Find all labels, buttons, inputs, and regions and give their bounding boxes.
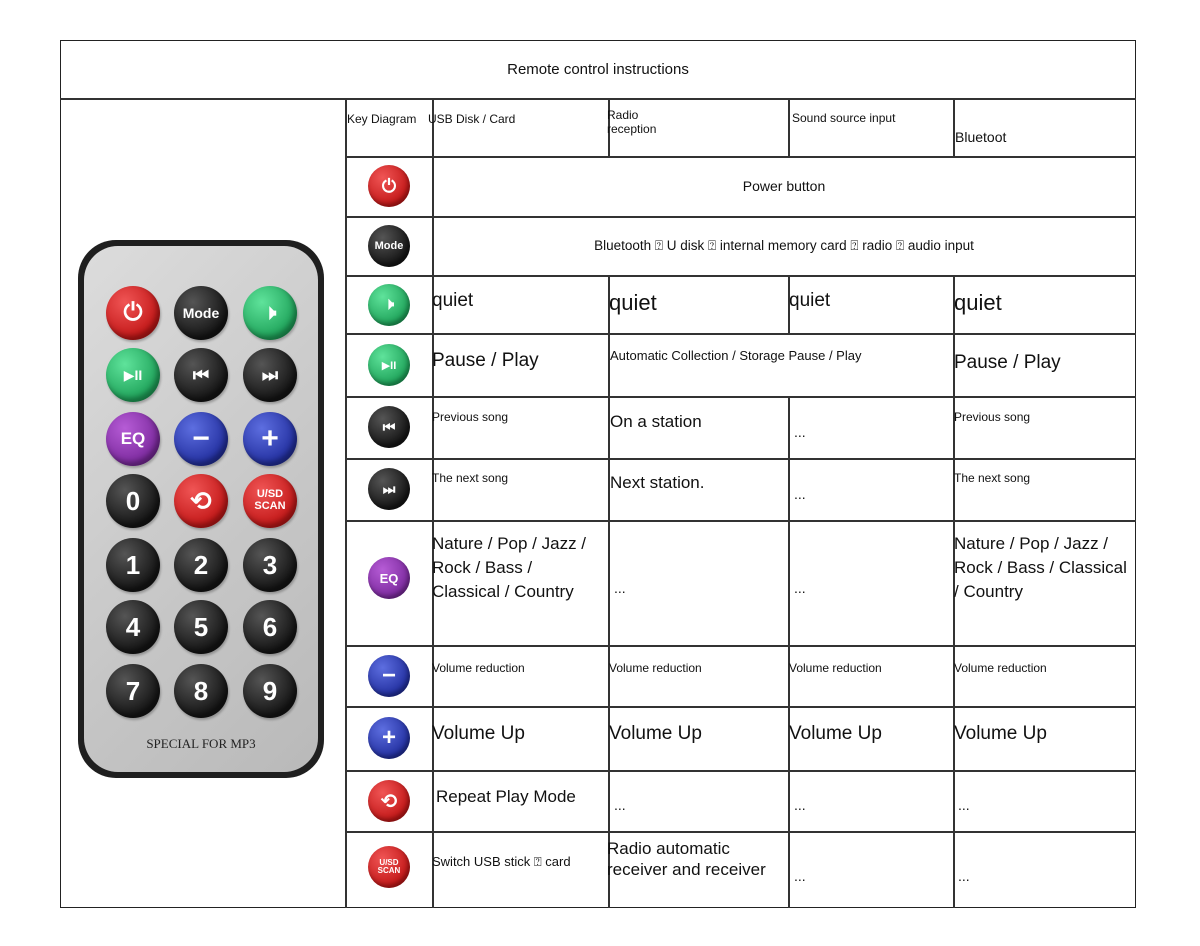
eq-radio: ...: [614, 580, 626, 596]
power-icon: ⏻: [106, 286, 160, 340]
eq-button: EQ: [106, 412, 160, 466]
header-radio: Radio reception: [607, 108, 657, 137]
mute-icon: 🕨: [243, 286, 297, 340]
column-divider: [788, 396, 790, 908]
remote-control: [78, 240, 324, 778]
key-2: 2: [174, 538, 228, 592]
key-7: 7: [106, 664, 160, 718]
plus-icon: +: [243, 412, 297, 466]
scan-bluetooth: ...: [958, 868, 970, 884]
row-divider: [345, 275, 1136, 277]
play-usb: Pause / Play: [432, 350, 539, 371]
mode-description: Bluetooth ⍰ U disk ⍰ internal memory card ⍰ radio ⍰ audio input: [594, 237, 974, 253]
key-9: 9: [243, 664, 297, 718]
page-title: Remote control instructions: [507, 60, 689, 78]
minus-icon: −: [368, 655, 410, 697]
prev-bluetooth: Previous song: [954, 410, 1031, 424]
play-pause-icon: ▶II: [106, 348, 160, 402]
vol-down-bluetooth: Volume reduction: [954, 661, 1047, 675]
row-divider: [345, 770, 1136, 772]
vol-up-sound: Volume Up: [789, 723, 882, 744]
header-bluetooth: Bluetoot: [955, 129, 1007, 145]
column-divider: [788, 98, 790, 158]
row-divider: [60, 98, 1136, 100]
minus-icon: −: [174, 412, 228, 466]
row-divider: [345, 645, 1136, 647]
vol-up-bluetooth: Volume Up: [954, 723, 1047, 744]
mute-bluetooth: quiet: [954, 290, 1002, 315]
vol-up-radio: Volume Up: [609, 723, 702, 744]
next-sound: ...: [794, 486, 806, 502]
column-divider: [345, 98, 347, 908]
key-1: 1: [106, 538, 160, 592]
scan-sound: ...: [794, 868, 806, 884]
repeat-icon: ⟲: [368, 780, 410, 822]
next-usb: The next song: [432, 471, 509, 485]
eq-icon: EQ: [368, 557, 410, 599]
eq-sound: ...: [794, 580, 806, 596]
repeat-radio: ...: [614, 797, 626, 813]
header-sound: Sound source input: [792, 111, 896, 125]
eq-usb: Nature / Pop / Jazz / Rock / Bass / Classical / Country: [432, 534, 587, 601]
prev-sound: ...: [794, 424, 806, 440]
row-divider: [345, 396, 1136, 398]
eq-bluetooth: Nature / Pop / Jazz / Rock / Bass / Classical / Country: [954, 534, 1127, 601]
mute-radio: quiet: [609, 290, 657, 315]
power-icon: ⏻: [368, 165, 410, 207]
header-usb: USB Disk / Card: [428, 112, 516, 126]
next-bluetooth: The next song: [954, 471, 1031, 485]
scan-usb: Switch USB stick ⍰ card: [432, 854, 571, 869]
repeat-sound: ...: [794, 797, 806, 813]
column-divider: [608, 275, 610, 908]
mute-icon: 🕨: [368, 284, 410, 326]
vol-down-radio: Volume reduction: [609, 661, 702, 675]
next-radio: Next station.: [610, 473, 705, 492]
key-4: 4: [106, 600, 160, 654]
row-divider: [345, 520, 1136, 522]
prev-radio: On a station: [610, 412, 702, 431]
prev-usb: Previous song: [432, 410, 509, 424]
key-3: 3: [243, 538, 297, 592]
header-key-diagram: Key Diagram: [347, 112, 417, 126]
row-divider: [345, 458, 1136, 460]
play-radio: Automatic Collection / Storage Pause / Play: [610, 348, 862, 363]
repeat-icon: ⟲: [174, 474, 228, 528]
key-5: 5: [174, 600, 228, 654]
mode-icon: Mode: [368, 225, 410, 267]
scan-radio: Radio automatic receiver and receiver: [607, 839, 766, 880]
repeat-bluetooth: ...: [958, 797, 970, 813]
play-bluetooth: Pause / Play: [954, 352, 1061, 373]
remote-label: SPECIAL FOR MP3: [146, 736, 256, 751]
usd-scan-button: U/SD SCAN: [243, 474, 297, 528]
column-divider: [953, 98, 955, 158]
play-pause-icon: ▶II: [368, 344, 410, 386]
usd-scan-icon: U/SD SCAN: [368, 846, 410, 888]
key-0: 0: [106, 474, 160, 528]
vol-up-usb: Volume Up: [432, 723, 525, 744]
mode-button: Mode: [174, 286, 228, 340]
previous-icon: ⏮: [174, 348, 228, 402]
row-divider: [345, 831, 1136, 833]
plus-icon: +: [368, 717, 410, 759]
row-divider: [345, 333, 1136, 335]
repeat-usb: Repeat Play Mode: [436, 787, 576, 806]
next-icon: ⏭: [243, 348, 297, 402]
key-8: 8: [174, 664, 228, 718]
vol-down-sound: Volume reduction: [789, 661, 882, 675]
mute-usb: quiet: [432, 290, 474, 311]
previous-icon: ⏮: [368, 406, 410, 448]
vol-down-usb: Volume reduction: [432, 661, 525, 675]
power-description: Power button: [742, 178, 826, 195]
mute-sound: quiet: [789, 290, 831, 311]
key-6: 6: [243, 600, 297, 654]
row-divider: [345, 706, 1136, 708]
next-icon: ⏭: [368, 468, 410, 510]
